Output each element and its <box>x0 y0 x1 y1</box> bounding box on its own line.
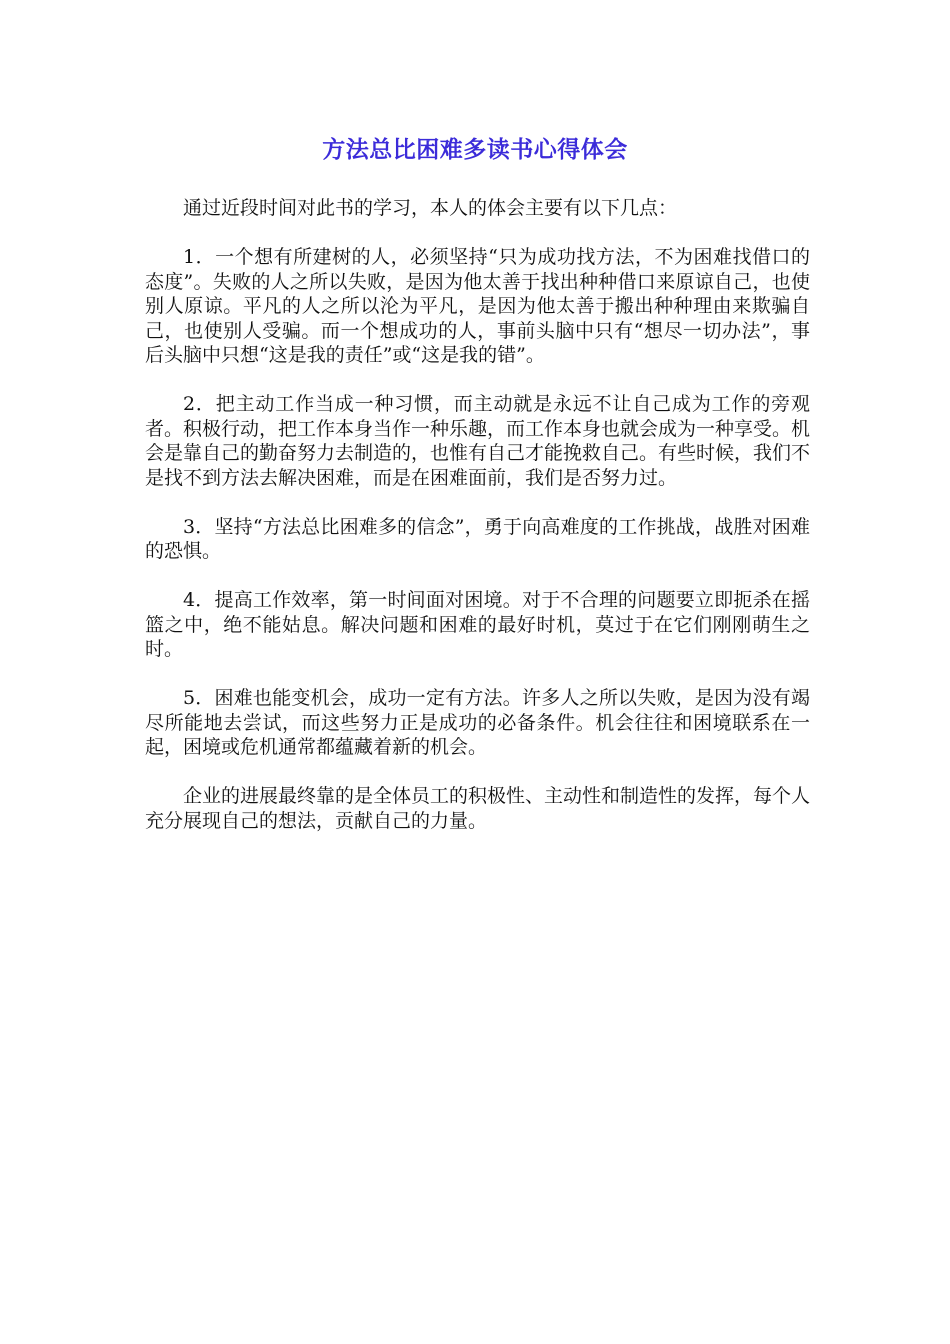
intro-paragraph: 通过近段时间对此书的学习，本人的体会主要有以下几点： <box>183 197 678 219</box>
point-5-paragraph: 5．困难也能变机会，成功一定有方法。许多人之所以失败，是因为没有竭尽所能地去尝试，而这些努力正是成功的必备条件。机会往往和困境联系在一起，困境或危机通常都蕴藏着新的机会。 <box>145 687 810 758</box>
point-1-paragraph: 1．一个想有所建树的人，必须坚持“只为成功找方法，不为困难找借口的态度”。失败的人之所以失败，是因为他太善于找出种种借口来原谅自己，也使别人原谅。平凡的人之所以沦为平凡，是因为他太善于搬出种种理由来欺骗自己，也使别人受骗。而一个想成功的人，事前头脑中只有“想尽一切办法”，事后头脑中只想“这是我的责任”或“这是我的错”。 <box>145 246 810 366</box>
conclusion-paragraph: 企业的进展最终靠的是全体员工的积极性、主动性和制造性的发挥，每个人充分展现自己的想法，贡献自己的力量。 <box>145 785 811 832</box>
point-4-paragraph: 4．提高工作效率，第一时间面对困境。对于不合理的问题要立即扼杀在摇篮之中，绝不能姑息。解决问题和困难的最好时机，莫过于在它们刚刚萌生之时。 <box>145 589 810 660</box>
document-body <box>145 196 810 858</box>
point-3-paragraph: 3．坚持“方法总比困难多的信念”，勇于向高难度的工作挑战，战胜对困难的恐惧。 <box>145 515 810 562</box>
point-2-paragraph: 2．把主动工作当成一种习惯，而主动就是永远不让自己成为工作的旁观者。积极行动，把工作本身当作一种乐趣，而工作本身也就会成为一种享受。机会是靠自己的勤奋努力去制造的，也惟有自己才能挽救自己。有些时候，我们不是找不到方法去解决困难，而是在困难面前，我们是否努力过。 <box>145 393 811 489</box>
document-title: 方法总比困难多读书心得体会 <box>322 137 628 163</box>
